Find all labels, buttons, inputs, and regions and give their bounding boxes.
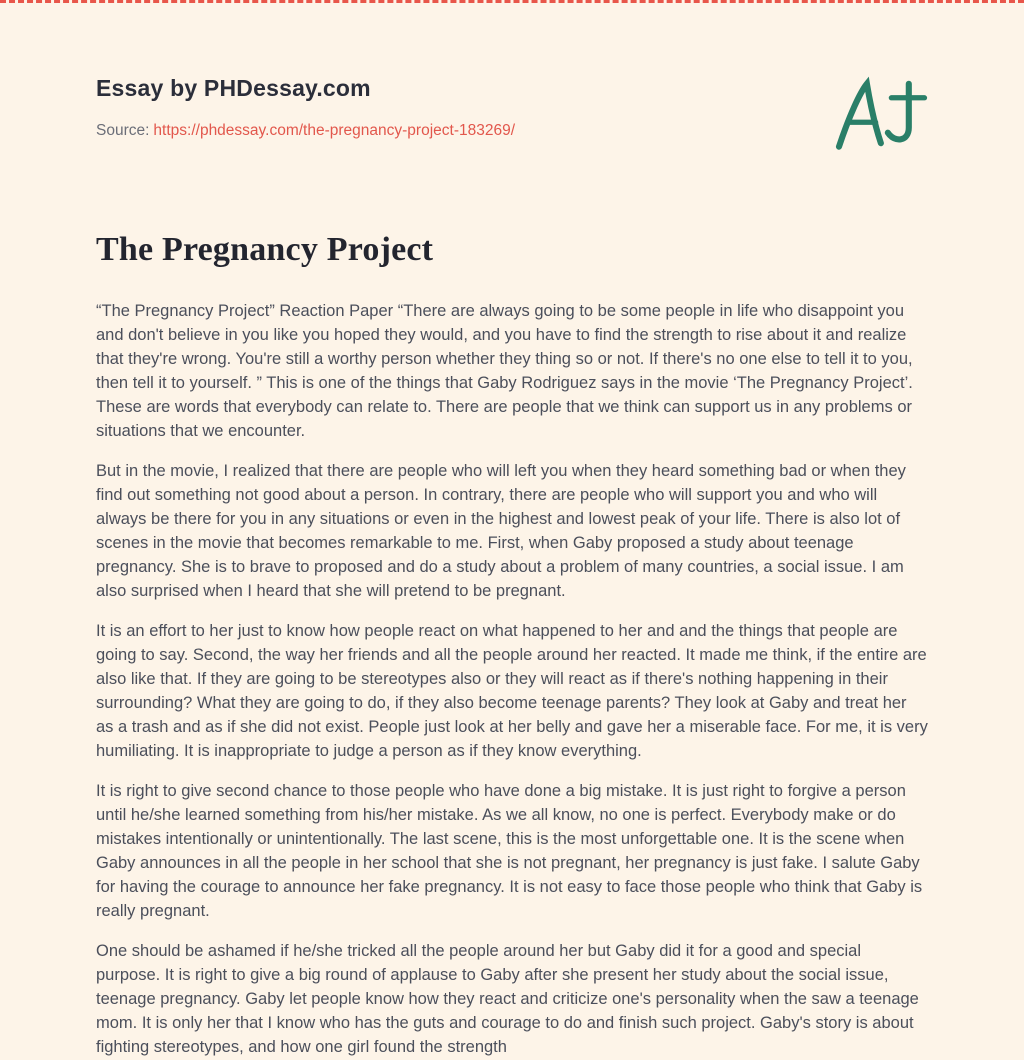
essay-body (96, 299, 928, 1059)
essay-paragraph: “The Pregnancy Project” Reaction Paper “There are always going to be some people in life who disappoint you and don't believe in you like you hoped they would, and you have to find the strength to rise about it and realize that they're wrong. You're still a worthy person whether they thing so or not. If there's no one else to tell it to you, then tell it to yourself. ” This is one of the things that Gaby Rodriguez says in the movie ‘The Pregnancy Project’. These are words that everybody can relate to. There are people that we think can support us in any problems or situations that we encounter. (96, 302, 913, 440)
essay-paragraph: It is right to give second chance to those people who have done a big mistake. It is just right to forgive a person until he/she learned something from his/her mistake. As we all know, no one is perfect. Everybody make or do mistakes intentionally or unintentionally. The last scene, this is the most unforgettable one. It is the scene when Gaby announces in all the people in her school that she is not pregnant, her pregnancy is just fake. I salute Gaby for having the courage to announce her fake pregnancy. It is not easy to face those people who think that Gaby is really pregnant. (96, 782, 923, 920)
essay-paragraph: It is an effort to her just to know how people react on what happened to her and and the things that people are going to say. Second, the way her friends and all the people around her reacted. It made me think, if the entire are also like that. If they are going to be stereotypes also or they will react as if there's nothing happening in their surrounding? What they are going to do, if they also become teenage parents? They look at Gaby and treat her as a trash and as if she did not exist. People just look at her belly and gave her a miserable face. For me, it is very humiliating. It is inappropriate to judge a person as if they know everything. (96, 622, 928, 760)
essay-title: The Pregnancy Project (96, 231, 434, 268)
essay-paragraph: But in the movie, I realized that there are people who will left you when they heard something bad or when they find out something not good about a person. In contrary, there are people who will support you and who will always be there for you in any situations or even in the highest and lowest peak of your life. There is also lot of scenes in the movie that becomes remarkable to me. First, when Gaby proposed a study about teenage pregnancy. She is to brave to proposed and do a study about a problem of many countries, a social issue. I am also surprised when I heard that she will pretend to be pregnant. (96, 462, 906, 600)
essay-main (96, 231, 928, 1059)
source-line (96, 122, 515, 140)
phdessay-logo-icon (832, 71, 928, 163)
essay-paragraph: One should be ashamed if he/she tricked all the people around her but Gaby did it for a good and special purpose. It is right to give a big round of applause to Gaby after she present her study about the social issue, teenage pregnancy. Gaby let people know how they react and criticize one's personality when the saw a teenage mom. It is only her that I know who has the guts and courage to do and finish such project. Gaby's story is about fighting stereotypes, and how one girl found the strength (96, 942, 919, 1056)
page-content (0, 3, 1024, 1059)
header-text (96, 75, 515, 140)
source-link[interactable]: https://phdessay.com/the-pregnancy-project-183269/ (153, 122, 516, 139)
page-header (96, 3, 928, 163)
source-label: Source: (96, 122, 150, 139)
brand-title: Essay by PHDessay.com (96, 75, 371, 101)
